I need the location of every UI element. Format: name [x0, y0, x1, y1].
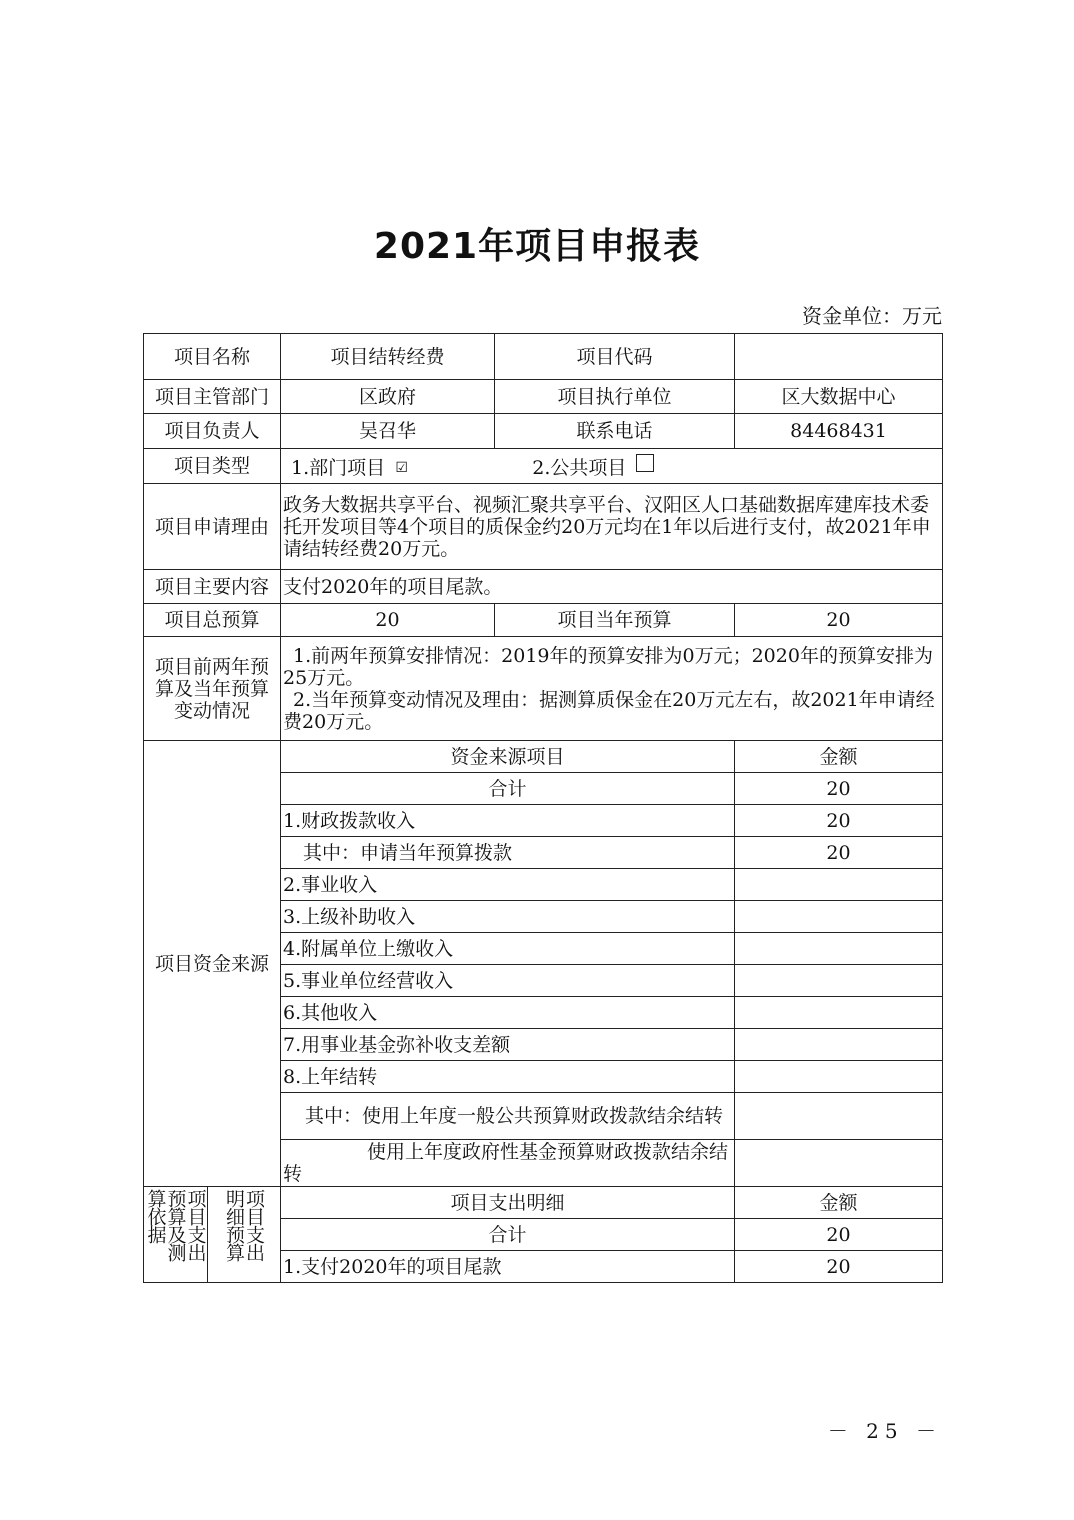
- funding-item-amount: [735, 869, 943, 901]
- funding-item-name: 其中：使用上年度一般公共预算财政拨款结余结转: [281, 1093, 735, 1140]
- funding-item-amount: [735, 1140, 943, 1187]
- funding-item-amount: 20: [735, 837, 943, 869]
- expense-basis-label-cell: [144, 1187, 208, 1283]
- funding-item-name: 6.其他收入: [281, 997, 735, 1029]
- owner-label: 项目负责人: [144, 414, 281, 449]
- funding-item-name: 8.上年结转: [281, 1061, 735, 1093]
- funding-item-name: 合计: [281, 773, 735, 805]
- funding-item-amount: [735, 997, 943, 1029]
- expense-detail-label-cell: [208, 1187, 281, 1283]
- main-content-value: 支付2020年的项目尾款。: [281, 570, 943, 604]
- department-value: 区政府: [281, 380, 495, 414]
- funding-item-name: 2.事业收入: [281, 869, 735, 901]
- department-label: 项目主管部门: [144, 380, 281, 414]
- year-budget-label: 项目当年预算: [495, 604, 735, 637]
- year-budget-value: 20: [735, 604, 943, 637]
- funding-header-item: 资金来源项目: [281, 741, 735, 773]
- empty-checkbox-icon[interactable]: [636, 454, 654, 472]
- funding-item-name: 4.附属单位上缴收入: [281, 933, 735, 965]
- executing-unit-value: 区大数据中心: [735, 380, 943, 414]
- expense-header-amount: 金额: [735, 1187, 943, 1219]
- reason-label: 项目申请理由: [144, 484, 281, 570]
- row-department: [144, 380, 943, 414]
- row-owner: [144, 414, 943, 449]
- budget-change-line-1: 1.前两年预算安排情况：2019年的预算安排为0万元；2020年的预算安排为25万元。: [283, 644, 933, 689]
- funding-item-name: 7.用事业基金弥补收支差额: [281, 1029, 735, 1061]
- page-number: － 25 －: [827, 1419, 942, 1443]
- main-content-label: 项目主要内容: [144, 570, 281, 604]
- checked-checkbox-icon[interactable]: ☑: [395, 459, 408, 476]
- budget-change-value: [281, 637, 943, 741]
- row-main-content: [144, 570, 943, 604]
- total-budget-value: 20: [281, 604, 495, 637]
- expense-basis-label: 项目支出预算及测算依据: [144, 1188, 207, 1261]
- row-project-type: [144, 449, 943, 484]
- owner-value: 吴召华: [281, 414, 495, 449]
- funding-header-row: [144, 741, 943, 773]
- funding-item-amount: 20: [735, 773, 943, 805]
- expense-header-row: [144, 1187, 943, 1219]
- currency-unit: 资金单位：万元: [802, 304, 942, 328]
- funding-item-name: 3.上级补助收入: [281, 901, 735, 933]
- expense-detail-label: 项目支出明细预算: [223, 1188, 265, 1261]
- row-budget-change: [144, 637, 943, 741]
- project-name-label: 项目名称: [144, 334, 281, 380]
- project-application-table: [143, 333, 943, 1283]
- funding-item-amount: [735, 901, 943, 933]
- expense-item-amount: 20: [735, 1251, 943, 1283]
- phone-value: 84468431: [735, 414, 943, 449]
- expense-item-name: 合计: [281, 1219, 735, 1251]
- phone-label: 联系电话: [495, 414, 735, 449]
- type-option-public: 2.公共项目: [532, 456, 627, 479]
- expense-header-item: 项目支出明细: [281, 1187, 735, 1219]
- expense-item-amount: 20: [735, 1219, 943, 1251]
- funding-item-name: 1.财政拨款收入: [281, 805, 735, 837]
- funding-item-name: 其中：申请当年预算拨款: [281, 837, 735, 869]
- funding-header-amount: 金额: [735, 741, 943, 773]
- funding-item-amount: 20: [735, 805, 943, 837]
- budget-change-label: 项目前两年预算及当年预算变动情况: [144, 637, 281, 741]
- funding-item-amount: [735, 1061, 943, 1093]
- document-title: 2021年项目申报表: [373, 226, 701, 267]
- executing-unit-label: 项目执行单位: [495, 380, 735, 414]
- project-code-value: [735, 334, 943, 380]
- expense-item-name: 1.支付2020年的项目尾款: [281, 1251, 735, 1283]
- project-type-label: 项目类型: [144, 449, 281, 484]
- funding-item-amount: [735, 965, 943, 997]
- funding-source-label: 项目资金来源: [144, 741, 281, 1187]
- total-budget-label: 项目总预算: [144, 604, 281, 637]
- row-project-name: [144, 334, 943, 380]
- project-name-value: 项目结转经费: [281, 334, 495, 380]
- type-option-department: 1.部门项目: [291, 456, 386, 479]
- funding-item-amount: [735, 1093, 943, 1140]
- funding-item-name: 使用上年度政府性基金预算财政拨款结余结转: [281, 1140, 735, 1187]
- project-type-options: [281, 449, 943, 484]
- project-code-label: 项目代码: [495, 334, 735, 380]
- budget-change-line-2: 2.当年预算变动情况及理由：据测算质保金在20万元左右，故2021年申请经费20万元。: [283, 688, 935, 733]
- funding-item-name: 5.事业单位经营收入: [281, 965, 735, 997]
- funding-item-amount: [735, 933, 943, 965]
- row-budget: [144, 604, 943, 637]
- reason-value: 政务大数据共享平台、视频汇聚共享平台、汉阳区人口基础数据库建库技术委托开发项目等4个项目的质保金约20万元均在1年以后进行支付，故2021年申请结转经费20万元。: [281, 484, 943, 570]
- funding-item-amount: [735, 1029, 943, 1061]
- row-reason: [144, 484, 943, 570]
